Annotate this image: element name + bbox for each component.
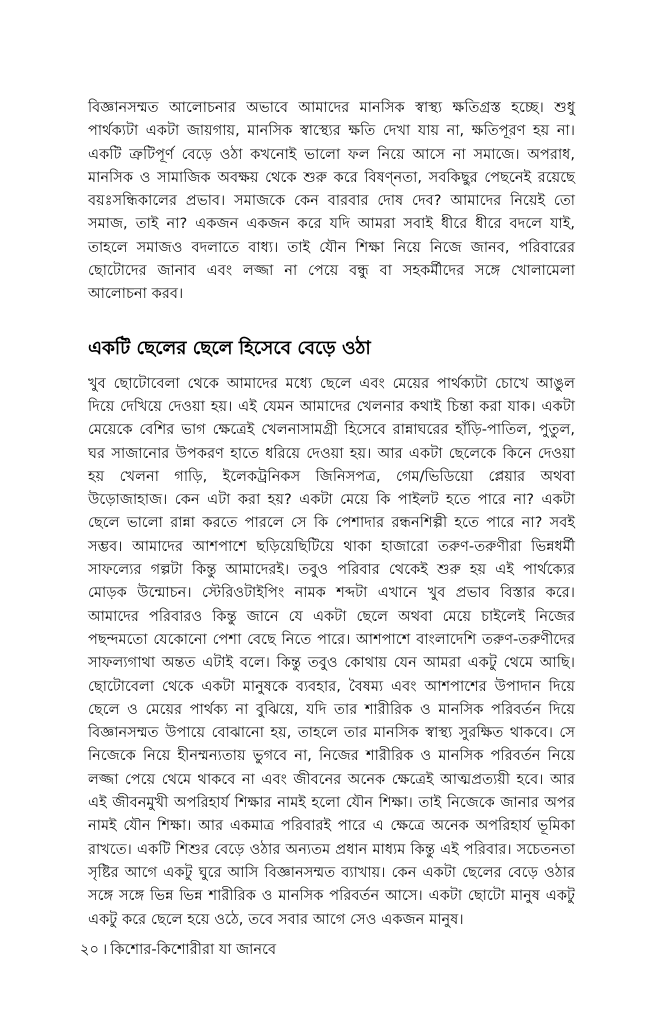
page-content: [88, 96, 575, 931]
section-heading: একটি ছেলের ছেলে হিসেবে বেড়ে ওঠা: [88, 337, 371, 359]
paragraph-body: খুব ছোটোবেলা থেকে আমাদের মধ্যে ছেলে এবং মেয়ের পার্থক্যটা চোখে আঙুল দিয়ে দেখিয়ে দেওয়া হয়। এই যেমন আমাদের খেলনার কথাই চিন্তা করা যাক। একটা মেয়েকে বেশির ভাগ ক্ষেত্রেই খেলনাসামগ্রী হিসেবে রান্নাঘরের হাঁড়ি-পাতিল, পুতুল, ঘর সাজানোর উপকরণ হাতে ধরিয়ে দেওয়া হয়। আর একটা ছেলেকে কিনে দেওয়া হয় খেলনা গাড়ি, ইলেকট্রনিকস জিনিসপত্র, গেম/ভিডিয়ো প্লেয়ার অথবা উড়োজাহাজ। কেন এটা করা হয়? একটা মেয়ে কি পাইলট হতে পারে না? একটা ছেলে ভালো রান্না করতে পারলে সে কি পেশাদার রন্ধনশিল্পী হতে পারে না? সবই সম্ভব। আমাদের আশপাশে ছড়িয়েছিটিয়ে থাকা হাজারো তরুণ-তরুণীরা ভিন্নধর্মী সাফল্যের গল্পটা কিন্তু আমাদেরই। তবুও পরিবার থেকেই শুরু হয় এই পার্থক্যের মোড়ক উন্মোচন। স্টেরিওটাইপিং নামক শব্দটা এখানে খুব প্রভাব বিস্তার করে। আমাদের পরিবারও কিন্তু জানে যে একটা ছেলে অথবা মেয়ে চাইলেই নিজের পছন্দমতো যেকোনো পেশা বেছে নিতে পারে। আশপাশে বাংলাদেশি তরুণ-তরুণীদের সাফল্যগাথা অন্তত এটাই বলে। কিন্তু তবুও কোথায় যেন আমরা একটু থেমে আছি। ছোটোবেলা থেকে একটা মানুষকে ব্যবহার, বৈষম্য এবং আশপাশের উপাদান দিয়ে ছেলে ও মেয়ের পার্থক্য না বুঝিয়ে, যদি তার শারীরিক ও মানসিক পরিবর্তন দিয়ে বিজ্ঞানসম্মত উপায়ে বোঝানো হয়, তাহলে তার মানসিক স্বাস্থ্য সুরক্ষিত থাকবে। সে নিজেকে নিয়ে হীনম্মন্যতায় ভুগবে না, নিজের শারীরিক ও মানসিক পরিবর্তন নিয়ে লজ্জা পেয়ে থেমে থাকবে না এবং জীবনের অনেক ক্ষেত্রেই আত্মপ্রত্যয়ী হবে। আর এই জীবনমুখী অপরিহার্য শিক্ষার নামই হলো যৌন শিক্ষা। তাই নিজেকে জানার অপর নামই যৌন শিক্ষা। আর একমাত্র পরিবারই পারে এ ক্ষেত্রে অনেক অপরিহার্য ভূমিকা রাখতে। একটি শিশুর বেড়ে ওঠার অন্যতম প্রধান মাধ্যম কিন্তু এই পরিবার। সচেতনতা সৃষ্টির আগে একটু ঘুরে আসি বিজ্ঞানসম্মত ব্যাখায়। কেন একটা ছেলের বেড়ে ওঠার সঙ্গে সঙ্গে ভিন্ন ভিন্ন শারীরিক ও মানসিক পরিবর্তন আসে। একটা ছোটো মানুষ একটু একটু করে ছেলে হয়ে ওঠে, তবে সবার আগে সেও একজন মানুষ।: [88, 374, 575, 928]
footer-book-title: কিশোর-কিশোরীরা যা জানবে: [110, 941, 277, 958]
paragraph-intro: বিজ্ঞানসম্মত আলোচনার অভাবে আমাদের মানসিক স্বাস্থ্য ক্ষতিগ্রস্ত হচ্ছে। শুধু পার্থক্যটা একটা জায়গায়, মানসিক স্বাস্থ্যের ক্ষতি দেখা যায় না, ক্ষতিপূরণ হয় না। একটি ত্রুটিপূর্ণ বেড়ে ওঠা কখনোই ভালো ফল নিয়ে আসে না সমাজে। অপরাধ, মানসিক ও সামাজিক অবক্ষয় থেকে শুরু করে বিষণ্নতা, সবকিছুর পেছনেই রয়েছে বয়ঃসন্ধিকালের প্রভাব। সমাজকে কেন বারবার দোষ দেব? আমাদের নিয়েই তো সমাজ, তাই না? একজন একজন করে যদি আমরা সবাই ধীরে ধীরে বদলে যাই, তাহলে সমাজও বদলাতে বাধ্য। তাই যৌন শিক্ষা নিয়ে নিজে জানব, পরিবারের ছোটোদের জানাব এবং লজ্জা না পেয়ে বন্ধু বা সহকর্মীদের সঙ্গে খোলামেলা আলোচনা করব।: [88, 99, 575, 303]
page-number: ২০: [80, 941, 99, 958]
page-footer: [80, 940, 580, 960]
footer-separator: ।: [101, 941, 108, 958]
